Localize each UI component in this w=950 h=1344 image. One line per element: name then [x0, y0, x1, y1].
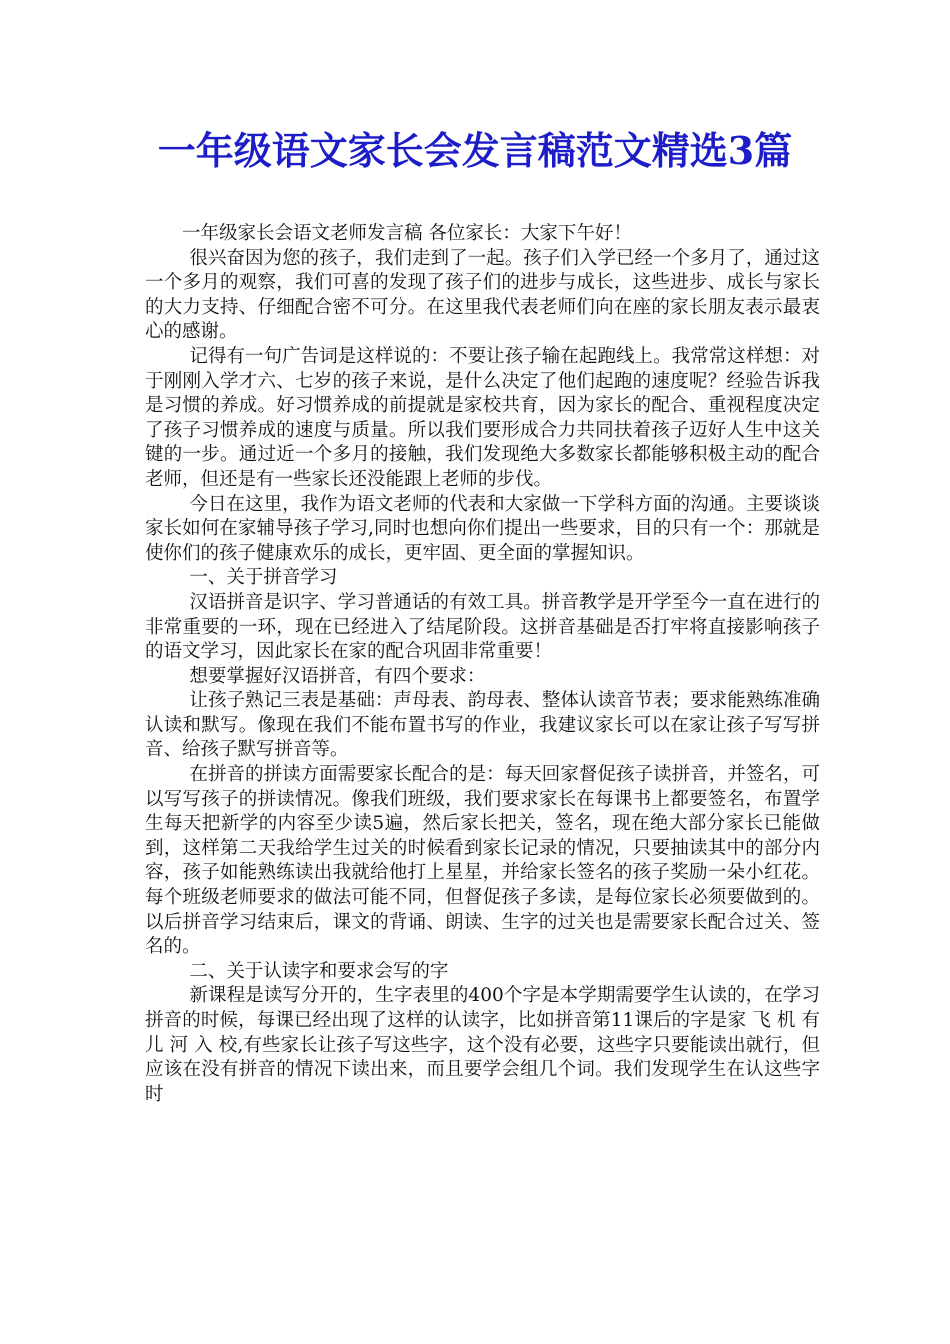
greeting-paragraph: 一年级家长会语文老师发言稿 各位家长：大家下午好！	[182, 223, 632, 244]
body-paragraph: 汉语拼音是识字、学习普通话的有效工具。拼音教学是开学至今一直在进行的非常重要的一环，现在已经进入了结尾阶段。这拼音基础是否打牢将直接影响孩子的语文学习，因此家长在家的配合巩固非常重要！	[145, 591, 820, 663]
section-heading: 一、关于拼音学习	[189, 567, 338, 589]
section-heading: 二、关于认读字和要求会写的字	[189, 960, 449, 982]
body-paragraph: 记得有一句广告词是这样说的：不要让孩子输在起跑线上。我常常这样想：对于刚刚入学才六、七岁的孩子来说，是什么决定了他们起跑的速度呢？经验告诉我是习惯的养成。好习惯养成的前提就是家校共育，因为家长的配合、重视程度决定了孩子习惯养成的速度与质量。所以我们要形成合力共同扶着孩子迈好人生中这关键的一步。通过近一个多月的接触，我们发现绝大多数家长都能够积极主动的配合老师，但还是有一些家长还没能跟上老师的步伐。	[145, 345, 820, 490]
body-paragraph: 今日在这里，我作为语文老师的代表和大家做一下学科方面的沟通。主要谈谈家长如何在家辅导孩子学习,同时也想向你们提出一些要求，目的只有一个：那就是使你们的孩子健康欢乐的成长，更牢固、更全面的掌握知识。	[145, 493, 820, 564]
body-paragraph: 新课程是读写分开的，生字表里的400个字是本学期需要学生认读的，在学习拼音的时候，每课已经出现了这样的认读字，比如拼音第11课后的字是家 飞 机 有 儿 河 入 校,有些家长让孩子写这些字，这个没有必要，这些字只要能读出就行，但应该在没有拼音的情况下读出来，而且要学会组几个词。我们发现学生在认这些字时	[145, 985, 820, 1105]
body-paragraph: 很兴奋因为您的孩子，我们走到了一起。孩子们入学已经一个多月了，通过这一个多月的观察，我们可喜的发现了孩子们的进步与成长，这些进步、成长与家长的大力支持、仔细配合密不可分。在这里我代表老师们向在座的家长朋友表示最衷心的感谢。	[145, 247, 820, 343]
body-paragraph: 想要掌握好汉语拼音，有四个要求：	[189, 665, 486, 687]
document-body	[145, 222, 820, 1107]
body-paragraph: 让孩子熟记三表是基础：声母表、韵母表、整体认读音节表；要求能熟练准确认读和默写。像现在我们不能布置书写的作业，我建议家长可以在家让孩子写写拼音、给孩子默写拼音等。	[145, 690, 820, 761]
document-title: 一年级语文家长会发言稿范文精选3篇	[157, 128, 793, 173]
body-paragraph: 在拼音的拼读方面需要家长配合的是：每天回家督促孩子读拼音，并签名，可以写写孩子的拼读情况。像我们班级，我们要求家长在每课书上都要签名，布置学生每天把新学的内容至少读5遍，然后家长把关，签名，现在绝大部分家长已能做到，这样第二天我给学生过关的时候看到家长记录的情况，只要抽读其中的部分内容，孩子如能熟练读出我就给他打上星星，并给家长签名的孩子奖励一朵小红花。每个班级老师要求的做法可能不同，但督促孩子多读，是每位家长必须要做到的。以后拼音学习结束后，课文的背诵、朗读、生字的过关也是需要家长配合过关、签名的。	[145, 764, 820, 958]
